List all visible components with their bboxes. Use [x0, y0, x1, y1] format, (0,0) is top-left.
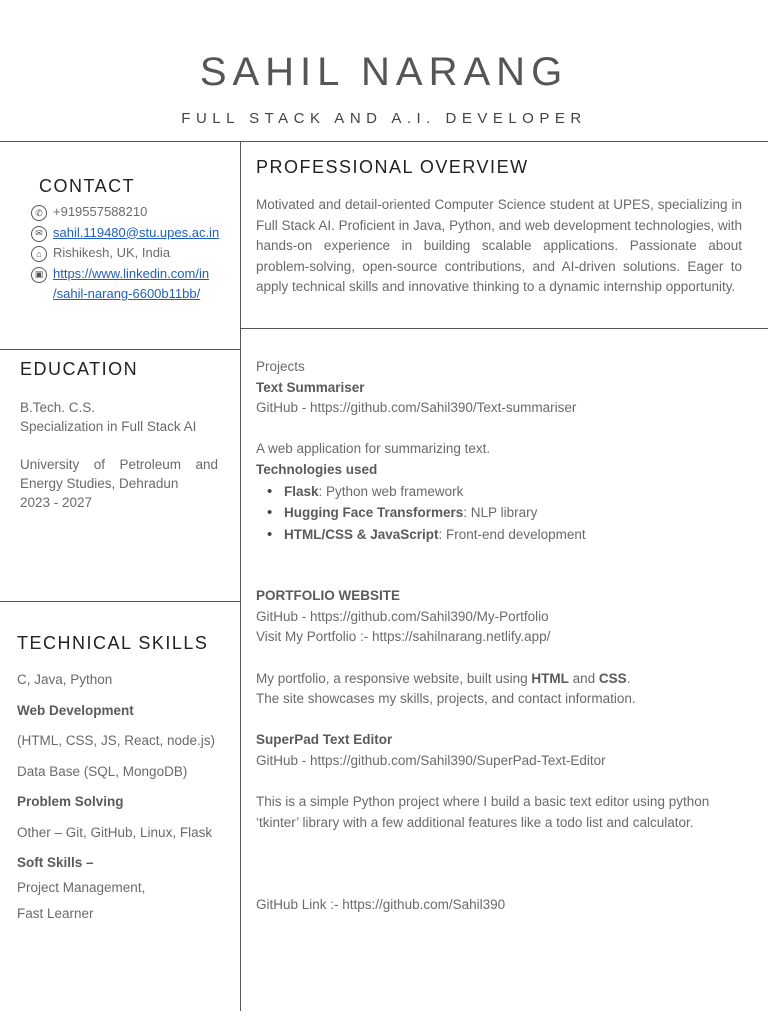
projects-section [256, 357, 756, 916]
education-details [20, 398, 218, 512]
project-github: GitHub - https://github.com/Sahil390/Text-summariser [256, 400, 577, 416]
project-visit-link: Visit My Portfolio :- https://sahilnarang.netlify.app/ [256, 629, 551, 645]
project-description: ‘tkinter’ library with a few additional features like a todo list and calculator. [256, 814, 694, 830]
project-description: A web application for summarizing text. [256, 441, 491, 457]
tech-list [256, 481, 756, 546]
skills-list [17, 670, 232, 935]
skills-heading: TECHNICAL SKILLS [17, 633, 209, 653]
header-divider [0, 141, 768, 142]
overview-heading: PROFESSIONAL OVERVIEW [256, 157, 529, 177]
contact-location: ⌂ Rishikesh, UK, India [31, 243, 239, 264]
skill-item: C, Java, Python [17, 672, 113, 687]
email-link[interactable]: sahil.119480@stu.upes.ac.in [53, 224, 220, 240]
contact-linkedin[interactable] [31, 264, 239, 305]
education-specialization: Specialization in Full Stack AI [20, 419, 197, 434]
list-item: • Hugging Face Transformers: NLP library [284, 502, 756, 524]
project-description: The site showcases my skills, projects, and contact information. [256, 691, 636, 707]
home-icon: ⌂ [31, 246, 47, 262]
skill-item: Data Base (SQL, MongoDB) [17, 763, 188, 779]
skill-item: (HTML, CSS, JS, React, node.js) [17, 733, 216, 748]
project-description: This is a simple Python project where I build a basic text editor using python [256, 794, 710, 810]
education-years: 2023 - 2027 [20, 495, 93, 510]
list-item: • Flask: Python web framework [284, 481, 756, 503]
phone-icon: ✆ [31, 205, 47, 221]
contact-list [31, 202, 239, 305]
project-tech-heading: Technologies used [256, 461, 378, 477]
contact-heading: CONTACT [39, 176, 136, 196]
overview-text: Motivated and detail-oriented Computer Science student at UPES, specializing in Full Stack AI. Proficient in Java, Python, and web development technologies, with hands-on experience in building scalable applications. Passionate about problem-solving, open-source contributions, and AI-driven solutions. Eager to apply technical skills and innovative thinking to a dynamic internship opportunity. [256, 197, 742, 295]
contact-phone: ✆ +919557588210 [31, 202, 239, 223]
skill-item: Web Development [17, 702, 134, 718]
skill-item: Problem Solving [17, 794, 124, 809]
skill-item: Other – Git, GitHub, Linux, Flask [17, 824, 213, 840]
project-github: GitHub - https://github.com/Sahil390/My-Portfolio [256, 608, 549, 624]
candidate-title: FULL STACK AND A.I. DEVELOPER [181, 110, 587, 127]
projects-heading: Projects [256, 359, 305, 374]
education-divider [0, 601, 240, 602]
email-icon: ✉ [31, 226, 47, 242]
education-degree: B.Tech. C.S. [20, 400, 96, 415]
soft-skill-item: Fast Learner [17, 906, 94, 921]
contact-divider [0, 349, 240, 350]
project-description: My portfolio, a responsive website, built using HTML and CSS. [256, 670, 631, 686]
linkedin-link-part1[interactable]: https://www.linkedin.com/in [53, 265, 210, 281]
soft-skill-item: Project Management, [17, 880, 146, 895]
project-title: SuperPad Text Editor [256, 732, 393, 748]
candidate-name: SAHIL NARANG [199, 50, 569, 94]
project-github: GitHub - https://github.com/Sahil390/SuperPad-Text-Editor [256, 753, 606, 768]
column-divider [240, 141, 241, 1011]
overview-divider [240, 328, 768, 329]
resume-header [0, 0, 768, 141]
education-heading: EDUCATION [20, 359, 139, 379]
linkedin-link-part2[interactable]: /sahil-narang-6600b11bb/ [53, 286, 201, 301]
list-item: • HTML/CSS & JavaScript: Front-end development [284, 524, 756, 546]
project-title: Text Summariser [256, 379, 365, 395]
skill-item: Soft Skills – [17, 855, 94, 870]
contact-email[interactable] [31, 223, 239, 244]
education-university: University of Petroleum and Energy Studies, Dehradun [20, 457, 218, 491]
project-title: PORTFOLIO WEBSITE [256, 588, 400, 604]
github-profile-link: GitHub Link :- https://github.com/Sahil390 [256, 897, 506, 913]
briefcase-icon: ▣ [31, 267, 47, 283]
